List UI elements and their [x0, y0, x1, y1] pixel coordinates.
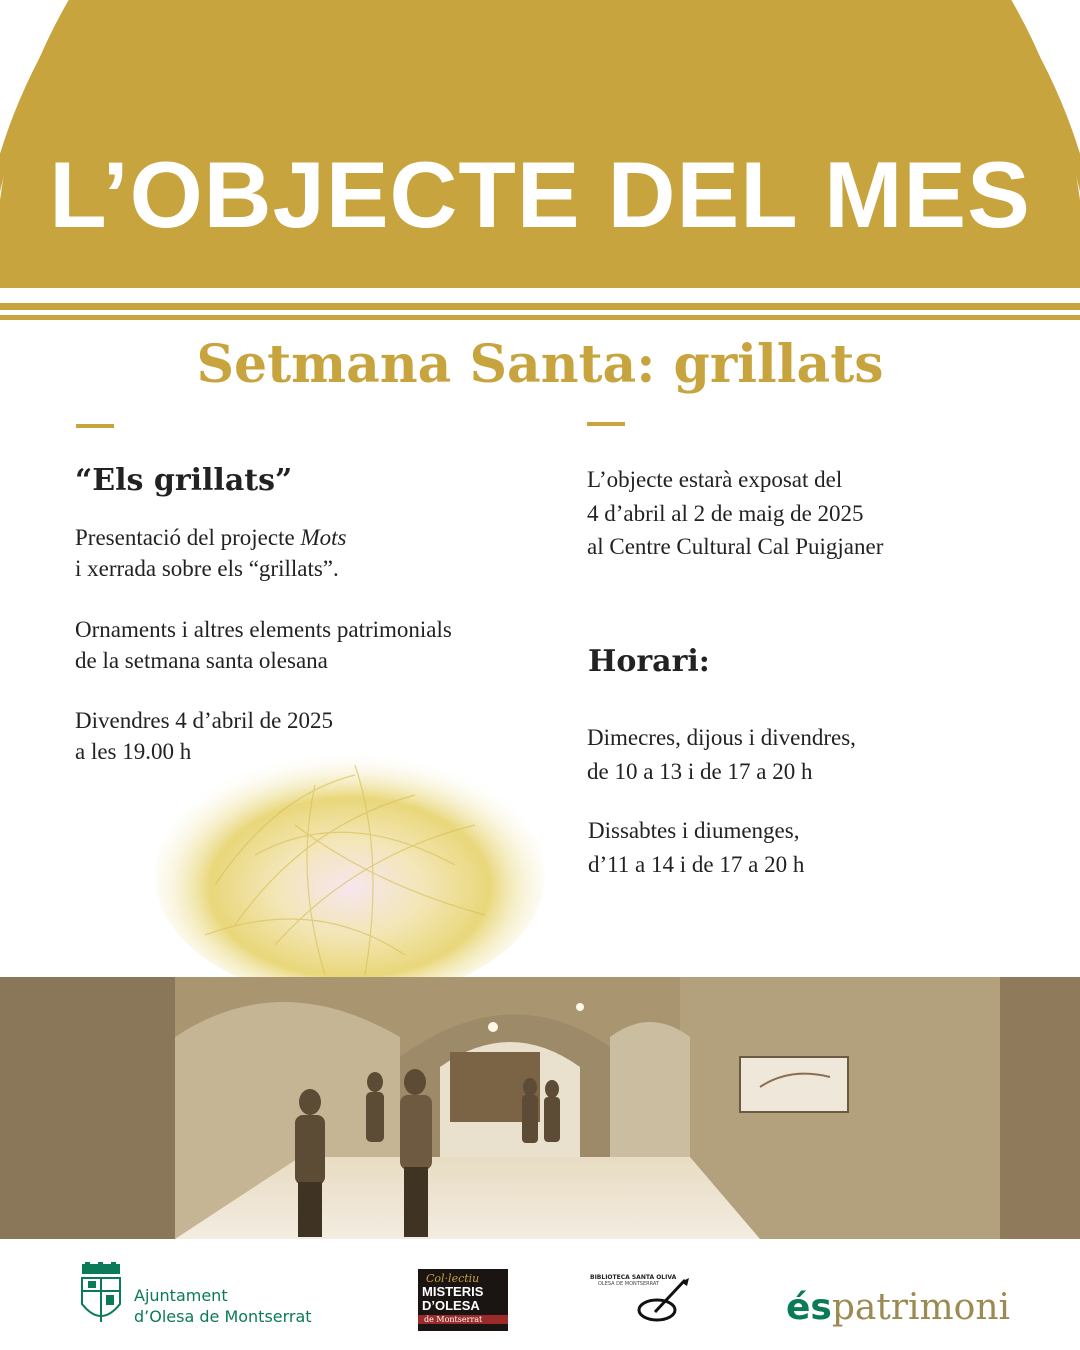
left-column	[75, 522, 452, 767]
weekdays-hours: de 10 a 13 i de 17 a 20 h	[587, 759, 813, 784]
ornaments-text: Ornaments i altres elements patrimonials	[75, 617, 452, 642]
ajuntament-line-2: d’Olesa de Montserrat	[134, 1307, 312, 1326]
ornaments-text-2: de la setmana santa olesana	[75, 648, 328, 673]
exhibition-photo-graphic	[0, 977, 1080, 1239]
weekend-hours: d’11 a 14 i de 17 a 20 h	[588, 852, 805, 877]
project-name: Mots	[300, 525, 347, 550]
ajuntament-line-1: Ajuntament	[134, 1286, 228, 1305]
ajuntament-label	[134, 1285, 312, 1327]
grillats-image	[155, 735, 545, 985]
schedule-weekdays	[587, 722, 856, 787]
header-arch	[0, 0, 1080, 320]
exhibition-photo	[0, 977, 1080, 1239]
ajuntament-logo	[80, 1262, 122, 1332]
right-divider	[587, 422, 625, 426]
presentation-text-a: Presentació del projecte	[75, 525, 301, 550]
coat-of-arms-icon	[80, 1262, 122, 1328]
biblioteca-logo	[590, 1274, 700, 1330]
right-column-dates	[587, 464, 883, 562]
weekend-label: Dissabtes i diumenges,	[588, 818, 800, 843]
weekdays-label: Dimecres, dijous i divendres,	[587, 725, 856, 750]
presentation-text	[75, 522, 452, 553]
schedule-weekend	[588, 815, 804, 880]
schedule-heading: Horari:	[588, 644, 710, 679]
talk-text: i xerrada sobre els “grillats”.	[75, 556, 339, 581]
event-time: a les 19.00 h	[75, 739, 192, 764]
left-divider	[76, 424, 114, 428]
misteris-line-3: D’OLESA	[422, 1298, 480, 1313]
biblioteca-line-2: OLESA DE MONTSERRAT	[598, 1281, 659, 1287]
espatrimoni-logo	[786, 1287, 1010, 1328]
biblioteca-line-1: BIBLIOTECA SANTA OLIVA	[590, 1274, 677, 1281]
misteris-line-1: Col·lectiu	[426, 1272, 480, 1285]
quill-icon	[635, 1278, 695, 1322]
event-subtitle: Setmana Santa: grillats	[196, 334, 884, 395]
espatrimoni-patrimoni: patrimoni	[831, 1287, 1011, 1328]
exhibit-location: al Centre Cultural Cal Puigjaner	[587, 534, 884, 559]
left-heading: “Els grillats”	[75, 463, 293, 498]
misteris-line-4: de Montserrat	[418, 1315, 508, 1324]
exhibit-text-1: L’objecte estarà exposat del	[587, 467, 843, 492]
misteris-logo	[418, 1269, 508, 1331]
espatrimoni-es: és	[786, 1287, 832, 1328]
misteris-line-2: MISTERIS	[422, 1284, 484, 1299]
main-title: L’OBJECTE DEL MES	[49, 142, 1031, 247]
exhibit-dates: 4 d’abril al 2 de maig de 2025	[587, 501, 864, 526]
event-date: Divendres 4 d’abril de 2025	[75, 708, 334, 733]
